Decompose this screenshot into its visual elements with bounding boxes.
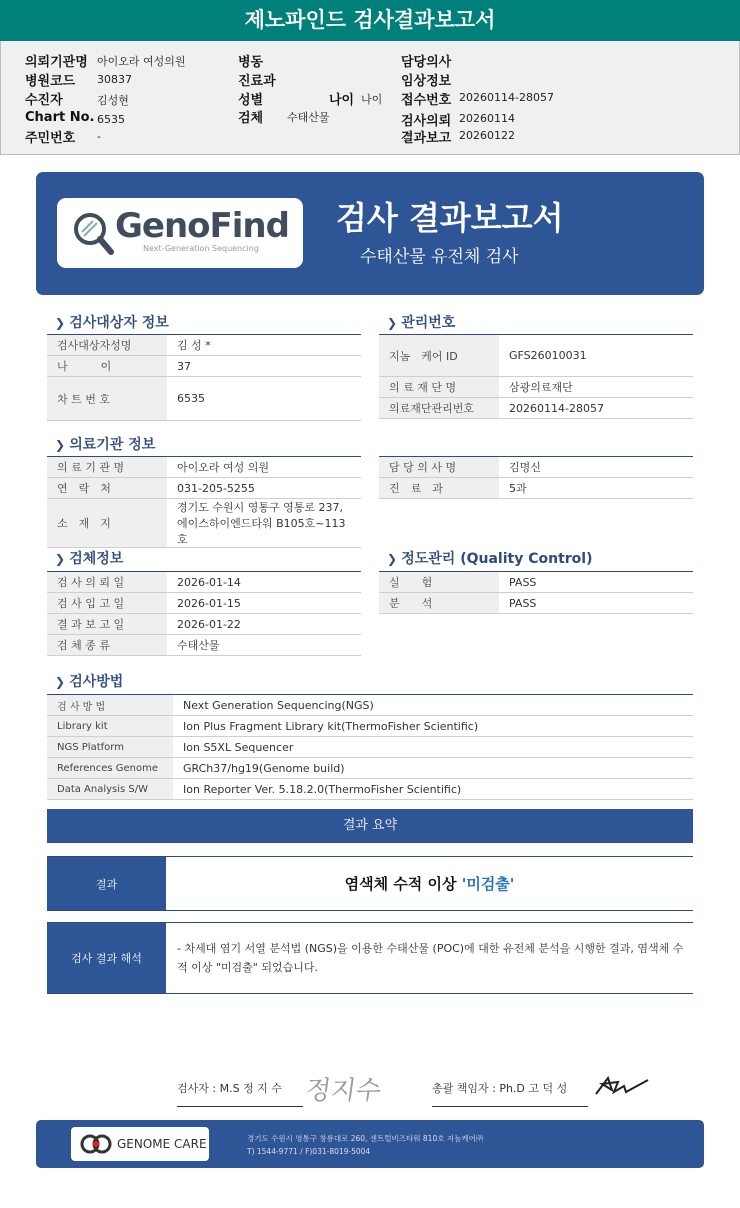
cell-value: Ion S5XL Sequencer bbox=[173, 737, 693, 758]
medical-table bbox=[379, 456, 693, 499]
cell-label: 의 료 기 관 명 bbox=[47, 457, 167, 478]
director-signature-icon bbox=[592, 1072, 652, 1100]
table-row bbox=[47, 716, 693, 737]
cell-label: 담 당 의 사 명 bbox=[379, 457, 499, 478]
cell-label: Library kit bbox=[47, 716, 173, 737]
section-title-subject: ❯ 검사대상자 정보 bbox=[55, 312, 169, 332]
cell-value: 2026-01-22 bbox=[167, 614, 361, 635]
label: 담당의사 bbox=[401, 55, 452, 70]
value: 6535 bbox=[97, 113, 125, 126]
cell-label: 검 사 방 법 bbox=[47, 695, 173, 716]
table-row bbox=[379, 398, 693, 419]
mgmt-table bbox=[379, 334, 693, 419]
tester-sign-line bbox=[177, 1106, 303, 1107]
cell-label: 연 락 처 bbox=[47, 478, 167, 499]
label: 나이 bbox=[329, 93, 355, 108]
cell-label: 소 재 지 bbox=[47, 499, 167, 548]
footer bbox=[36, 1120, 704, 1168]
table-row bbox=[47, 478, 361, 499]
interpretation-text: - 차세대 염기 서열 분석법 (NGS)을 이용한 수태산물 (POC)에 대한 유전체 분석을 시행한 결과, 염색체 수적 이상 "미검출" 되었습니다. bbox=[177, 942, 684, 974]
section-title-method: ❯ 검사방법 bbox=[55, 671, 123, 691]
cell-value: 2026-01-15 bbox=[167, 593, 361, 614]
cell-label: 검 사 입 고 일 bbox=[47, 593, 167, 614]
label: 임상정보 bbox=[401, 74, 452, 89]
table-row bbox=[47, 572, 361, 593]
genofind-logo bbox=[57, 198, 303, 268]
cell-value: 삼광의료재단 bbox=[499, 377, 693, 398]
cell-value: 37 bbox=[167, 356, 361, 377]
cell-value: 031-205-5255 bbox=[167, 478, 361, 499]
table-row bbox=[47, 593, 361, 614]
director-label: 총괄 책임자 : Ph.D 고 덕 성 bbox=[432, 1082, 568, 1095]
label: Chart No. bbox=[25, 110, 95, 125]
medical-table bbox=[47, 456, 361, 548]
value: 나이 bbox=[361, 93, 383, 106]
table-row bbox=[47, 356, 361, 377]
value: 아이오라 여성의원 bbox=[97, 55, 186, 68]
value: 수태산물 bbox=[287, 111, 330, 124]
cell-value: 아이오라 여성 의원 bbox=[167, 457, 361, 478]
genome-care-logo bbox=[71, 1127, 209, 1161]
value: 김성현 bbox=[97, 94, 129, 107]
section-title-mgmt: ❯ 관리번호 bbox=[387, 312, 455, 332]
result-label: 결과 bbox=[47, 857, 166, 910]
report-top-title: 제노파인드 검사결과보고서 bbox=[0, 0, 740, 41]
table-row bbox=[379, 572, 693, 593]
cell-value: PASS bbox=[499, 593, 693, 614]
director-sign-line bbox=[432, 1106, 588, 1107]
cell-label: 실 험 bbox=[379, 572, 499, 593]
cell-label: Data Analysis S/W bbox=[47, 779, 173, 800]
cell-value: 김 성 * bbox=[167, 335, 361, 356]
value: 30837 bbox=[97, 73, 132, 86]
subject-table bbox=[47, 334, 361, 421]
logo-text: GENOME CARE bbox=[117, 1137, 207, 1151]
cell-value: 20260114-28057 bbox=[499, 398, 693, 419]
cell-value: 6535 bbox=[167, 377, 361, 421]
value: 20260122 bbox=[459, 129, 515, 142]
summary-title: 결과 요약 bbox=[47, 809, 693, 843]
cell-value: 5과 bbox=[499, 478, 693, 499]
cell-label: 분 석 bbox=[379, 593, 499, 614]
label: 수진자 bbox=[25, 93, 63, 108]
section-title-qc: ❯ 정도관리 (Quality Control) bbox=[387, 548, 592, 568]
report-subtitle: 수태산물 유전체 검사 bbox=[360, 247, 519, 267]
table-row bbox=[379, 593, 693, 614]
value: 20260114-28057 bbox=[459, 91, 554, 104]
table-row bbox=[47, 457, 361, 478]
cell-value: 2026-01-14 bbox=[167, 572, 361, 593]
cell-label: References Genome bbox=[47, 758, 173, 779]
label: 검체 bbox=[238, 111, 264, 126]
cell-value: GFS26010031 bbox=[499, 335, 693, 377]
footer-contact bbox=[247, 1132, 483, 1158]
table-row bbox=[47, 737, 693, 758]
cell-value: PASS bbox=[499, 572, 693, 593]
interpretation-row bbox=[47, 922, 693, 994]
report-title: 검사 결과보고서 bbox=[336, 199, 564, 237]
label: 결과보고 bbox=[401, 131, 452, 146]
table-row bbox=[379, 335, 693, 377]
cell-value: Ion Plus Fragment Library kit(ThermoFisher Scientific) bbox=[173, 716, 693, 737]
label: 접수번호 bbox=[401, 93, 452, 108]
cell-label: 검사대상자성명 bbox=[47, 335, 167, 356]
cell-label: 결 과 보 고 일 bbox=[47, 614, 167, 635]
cell-value: Ion Reporter Ver. 5.18.2.0(ThermoFisher Scientific) bbox=[173, 779, 693, 800]
magnifier-icon bbox=[71, 210, 115, 256]
cell-label: 검 체 종 류 bbox=[47, 635, 167, 656]
logo-text: GenoFind bbox=[115, 206, 289, 246]
cell-value: GRCh37/hg19(Genome build) bbox=[173, 758, 693, 779]
value: 20260114 bbox=[459, 112, 515, 125]
section-title-medical: ❯ 의료기관 정보 bbox=[55, 434, 155, 454]
value: - bbox=[97, 130, 101, 143]
cell-label: 나 이 bbox=[47, 356, 167, 377]
footer-phone: T) 1544-9771 / F)031-8019-5004 bbox=[247, 1147, 371, 1156]
label: 검사의뢰 bbox=[401, 114, 452, 129]
section-title-specimen: ❯ 검체정보 bbox=[55, 548, 123, 568]
interpretation-label: 검사 결과 해석 bbox=[47, 923, 166, 993]
cell-label: NGS Platform bbox=[47, 737, 173, 758]
genome-care-logo-icon bbox=[79, 1133, 113, 1155]
cell-value: 경기도 수원시 영통구 영통로 237, 에이스하이엔드타워 B105호~113호 bbox=[167, 499, 361, 548]
table-row bbox=[47, 499, 361, 548]
table-row bbox=[379, 377, 693, 398]
label: 병원코드 bbox=[25, 74, 76, 89]
label: 병동 bbox=[238, 55, 264, 70]
table-row bbox=[47, 779, 693, 800]
cell-value: 수태산물 bbox=[167, 635, 361, 656]
label: 주민번호 bbox=[25, 131, 76, 146]
footer-address: 경기도 수원시 영통구 창룡대로 260, 센트럴비즈타워 810호 지놈케어㈜ bbox=[247, 1134, 484, 1143]
result-highlight: '미검출' bbox=[461, 875, 515, 893]
label: 의뢰기관명 bbox=[25, 55, 88, 70]
order-info-panel bbox=[0, 41, 740, 155]
table-row bbox=[47, 377, 361, 421]
qc-table bbox=[379, 571, 693, 614]
label: 진료과 bbox=[238, 74, 276, 89]
table-row bbox=[379, 478, 693, 499]
cell-value: Next Generation Sequencing(NGS) bbox=[173, 695, 693, 716]
label: 성별 bbox=[238, 93, 264, 108]
method-table bbox=[47, 694, 693, 800]
table-row bbox=[47, 614, 361, 635]
cell-label: 차 트 번 호 bbox=[47, 377, 167, 421]
result-text: 염색체 수적 이상 bbox=[344, 875, 457, 893]
cell-label: 검 사 의 뢰 일 bbox=[47, 572, 167, 593]
cell-label: 의 료 재 단 명 bbox=[379, 377, 499, 398]
tester-signature: 정지수 bbox=[303, 1076, 384, 1106]
table-row bbox=[379, 457, 693, 478]
cell-label: 지놈 케어 ID bbox=[379, 335, 499, 377]
table-row bbox=[47, 335, 361, 356]
cell-label: 의료재단관리번호 bbox=[379, 398, 499, 419]
logo-subtext: Next-Generation Sequencing bbox=[143, 244, 259, 253]
tester-label: 검사자 : M.S 정 지 수 bbox=[177, 1082, 282, 1095]
result-value bbox=[166, 857, 693, 910]
cell-value: 김명신 bbox=[499, 457, 693, 478]
table-row bbox=[47, 695, 693, 716]
specimen-table bbox=[47, 571, 361, 656]
table-row bbox=[47, 635, 361, 656]
result-row bbox=[47, 856, 693, 911]
table-row bbox=[47, 758, 693, 779]
cell-label: 진 료 과 bbox=[379, 478, 499, 499]
